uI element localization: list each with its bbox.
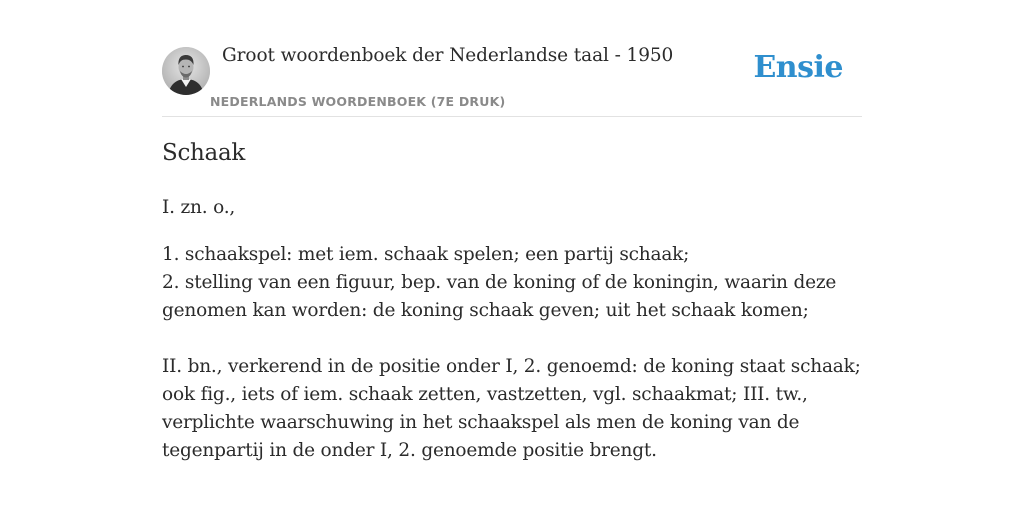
- portrait-photo-icon: [162, 47, 210, 95]
- source-subtitle: NEDERLANDS WOORDENBOEK (7E DRUK): [210, 94, 506, 109]
- source-avatar[interactable]: [162, 47, 210, 95]
- sense-item: 1. schaakspel: met iem. schaak spelen; een partij schaak;: [162, 244, 690, 265]
- source-header: [162, 0, 862, 117]
- entry-title: Schaak: [162, 140, 246, 166]
- entry-definition: [162, 194, 864, 465]
- dictionary-page: [162, 0, 862, 461]
- source-title[interactable]: Groot woordenboek der Nederlandse taal - 1950: [222, 45, 674, 66]
- part-of-speech: I. zn. o.,: [162, 197, 236, 218]
- sense-item: 2. stelling van een figuur, bep. van de koning of de koningin, waarin deze genomen kan worden: de koning schaak geven; uit het schaak komen;: [162, 272, 837, 321]
- ensie-logo-link[interactable]: Ensie: [753, 50, 843, 85]
- definition-continuation: II. bn., verkerend in de positie onder I, 2. genoemd: de koning staat schaak; ook fig., iets of iem. schaak zetten, vastzetten, vgl. schaakmat; III. tw., verplichte waarschuwing in het schaakspel als men de koning van de tegenpartij in de onder I, 2. genoemde positie brengt.: [162, 356, 861, 461]
- sense-list: [162, 241, 864, 325]
